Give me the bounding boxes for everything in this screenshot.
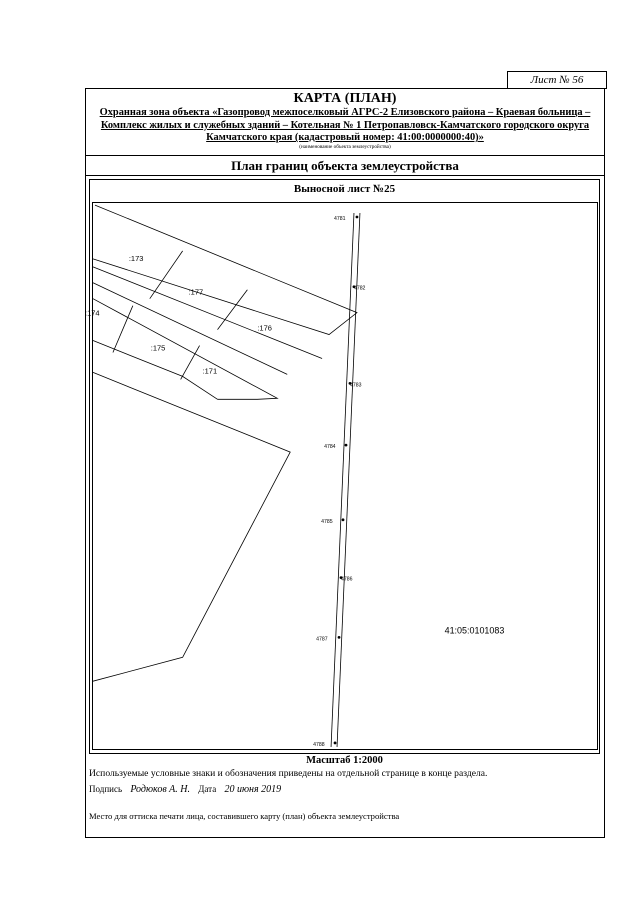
sheet-label: Лист № 56 [507,71,607,89]
map-canvas [85,202,598,750]
point-marker [356,216,359,219]
parcel-label-177: :177 [188,287,204,297]
cadastral-block-label: 41:05:0101083 [444,625,505,636]
point-marker [342,518,345,521]
parcel-divider [218,290,248,330]
point-label: 4784 [324,444,336,451]
pipeline-zone-edge [331,213,354,747]
point-label: 4787 [316,636,328,643]
parcel-label-173: :173 [128,253,144,263]
point-label: 4781 [334,216,346,223]
date-label: Дата [198,784,217,794]
point-label: 4786 [341,576,353,583]
parcel-divider [181,346,200,380]
parcel-label-175: :175 [150,343,166,353]
plan-title: План границ объекта землеустройства [85,156,605,176]
map-drawing [85,203,597,749]
map-title: КАРТА (ПЛАН) [293,91,397,106]
map-scale: Масштаб 1:2000 [306,755,383,766]
parcel-label-174: :174 [85,308,100,318]
parcel-boundaries [93,205,360,747]
signature-row [89,784,287,795]
point-label: 4782 [353,285,366,292]
large-parcel-boundary [93,372,290,681]
parcel-divider [113,306,133,353]
date-value: 20 июня 2019 [224,784,282,795]
point-label: 4788 [313,741,325,748]
parcel-labels [85,254,272,376]
signature-name: Родюков А. Н. [130,784,191,795]
point-markers [334,216,359,745]
point-label: 4783 [349,382,362,389]
stamp-note: Место для оттиска печати лица, составившего карту (план) объекта землеустройства [89,811,400,821]
object-name-caption: (наименование объекта землеустройства) [299,144,391,150]
point-labels [313,216,365,748]
parcel-label-176: :176 [257,323,272,333]
parcel-175-171-boundary [93,299,277,400]
road-edge [93,267,322,359]
point-marker [345,444,348,447]
point-marker [338,636,341,639]
pipeline-zone-edge [337,213,360,747]
signature-label: Подпись [89,784,123,794]
point-marker [334,742,337,745]
parcel-173-177-176-boundary [93,205,357,334]
parcel-label-171: :171 [202,366,218,376]
point-label: 4785 [321,518,333,525]
object-name: Охранная зона объекта «Газопровод межпоселковый АГРС-2 Елизовского района – Краевая больница – Комплекс жилых и служебных зданий – Котельная № 1 Петропавловск-Камчатского городского округа Камчатского края (кадастровый номер: 41:00:0000000:40)» [99,107,591,144]
legend-note: Используемые условные знаки и обозначения приведены на отдельной странице в конце раздела. [89,768,488,779]
sheet-number: Выносной лист №25 [293,183,396,195]
